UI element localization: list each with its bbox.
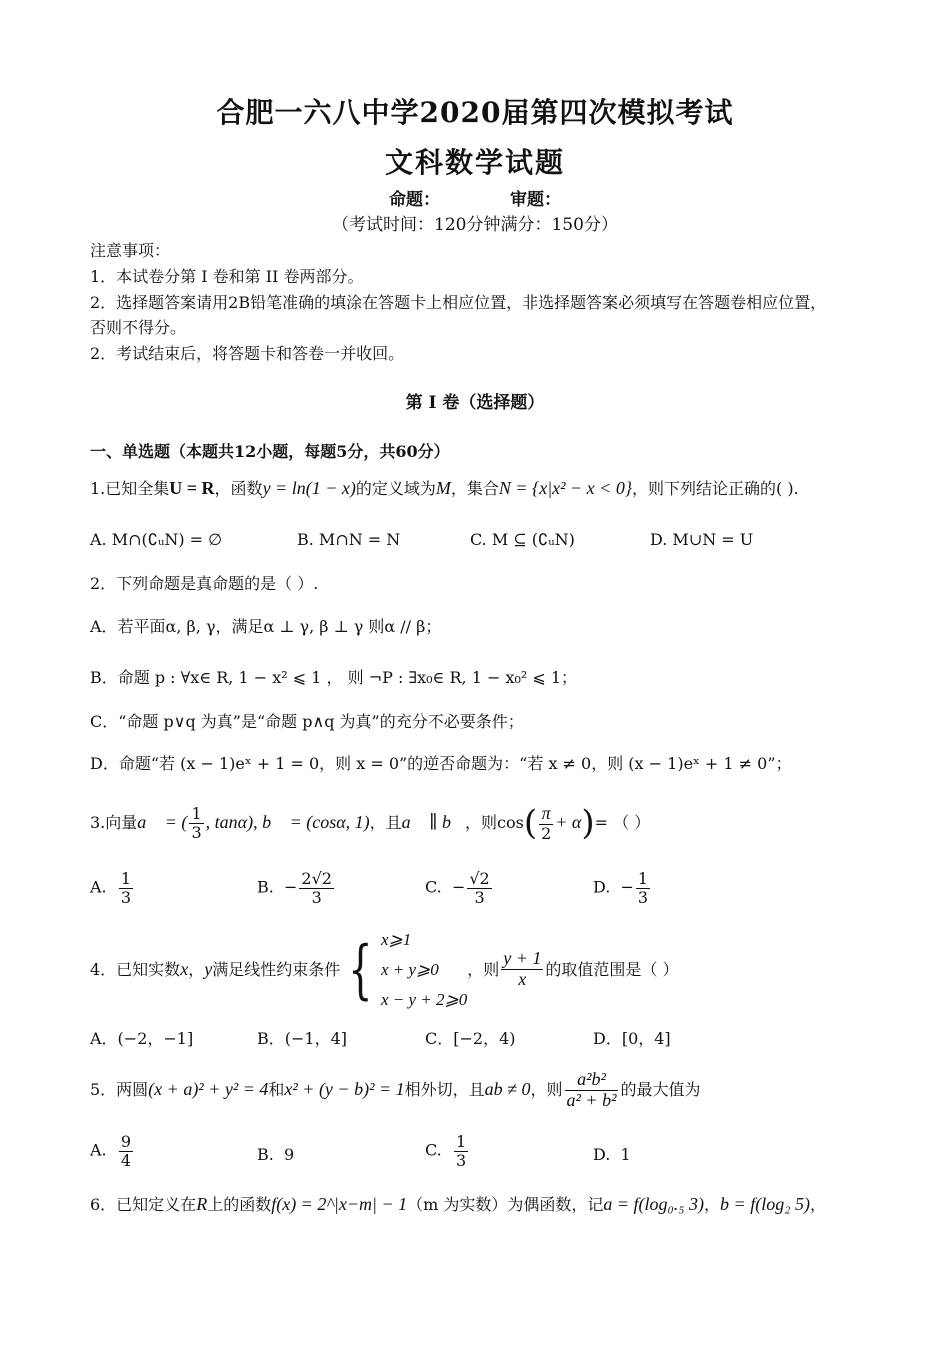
- option-fraction: [636, 870, 650, 906]
- q3-frac-num: 1: [191, 804, 202, 824]
- question-5: [90, 1070, 701, 1111]
- q4-text: 4．已知实数: [90, 960, 181, 980]
- q6-text: ，: [704, 1195, 721, 1214]
- q6-function: f(x) = 2^|x−m| − 1: [271, 1194, 408, 1214]
- option-fraction: [454, 1133, 468, 1169]
- q4-option-c: C．[−2，4): [425, 1029, 516, 1048]
- part-title: 第 I 卷（选择题）: [405, 393, 545, 413]
- q1-text: ，集合: [450, 479, 499, 498]
- frac-num: y + 1: [503, 948, 542, 969]
- q3-frac-den: 3: [191, 822, 202, 842]
- frac-num: 1: [637, 869, 649, 888]
- q1-option-d: D. M∪N = U: [650, 530, 754, 549]
- q1-universe: U = R: [169, 478, 215, 498]
- q5-text: 和: [268, 1079, 285, 1099]
- q4-x: x: [180, 958, 189, 979]
- q3-vector-b: , tanα), b⃗ = (cosα, 1): [205, 811, 370, 832]
- q6-text: 6．已知定义在: [90, 1195, 197, 1214]
- frac-den: 3: [311, 887, 322, 907]
- q1-text: 的定义域为: [355, 479, 436, 498]
- q1-option-b: B. M∩N = N: [297, 530, 401, 549]
- q6-text: ，: [809, 1195, 826, 1214]
- q3-text: ，且: [369, 812, 402, 832]
- option-label: C.: [425, 877, 442, 897]
- q3-text: ，则: [465, 812, 498, 832]
- q5-option-c: [425, 1133, 470, 1169]
- q5-fraction: [565, 1070, 619, 1111]
- question-1: [90, 478, 799, 500]
- section-heading: 一、单选题（本题共12小题，每题5分，共60分）: [90, 442, 450, 461]
- frac-num: 9: [120, 1132, 131, 1151]
- option-fraction: [119, 870, 133, 906]
- proposer-label: 命题：: [389, 190, 440, 210]
- author-line: [0, 190, 950, 210]
- reviewer-label: 审题：: [510, 190, 561, 210]
- q4-text: 满足线性约束条件: [212, 960, 341, 980]
- q4-y: y: [204, 958, 213, 979]
- note-item: 1．本试卷分第 I 卷和第 II 卷两部分。: [90, 267, 364, 286]
- q5-condition: ab ≠ 0: [484, 1078, 531, 1099]
- frac-den: 3: [120, 887, 131, 907]
- q4-option-d: D．[0，4]: [593, 1029, 671, 1048]
- q5-text: 5．两圆: [90, 1079, 149, 1099]
- q2-option-a: A．若平面α, β, γ，满足α ⊥ γ, β ⊥ γ 则α // β；: [90, 617, 442, 636]
- option-sign: −: [620, 877, 634, 897]
- q5-option-a: [90, 1133, 135, 1169]
- option-fraction: [299, 870, 334, 906]
- frac-den: x: [518, 969, 527, 990]
- q6-r: R: [196, 1194, 208, 1214]
- q4-constraints: [381, 925, 467, 1014]
- q1-function: y = ln(1 − x): [262, 478, 356, 498]
- left-brace: {: [348, 932, 373, 1007]
- frac-den: a² + b²: [566, 1089, 617, 1110]
- q1-text: ，函数: [214, 479, 263, 498]
- exam-subtitle: 文科数学试题: [384, 146, 565, 179]
- option-value: 1: [620, 1145, 631, 1164]
- q5-text: ，则: [530, 1079, 563, 1099]
- constraint: x⩾1: [380, 930, 412, 949]
- q4-text: ，则: [467, 960, 500, 980]
- q5-option-d: [593, 1145, 631, 1164]
- q6-a-def: a = f(log₀.₅ 3): [603, 1194, 705, 1214]
- q2-option-d: D．命题“若 (x − 1)eˣ + 1 = 0，则 x = 0”的逆否命题为：“若 x ≠ 0，则 (x − 1)eˣ + 1 ≠ 0”；: [90, 754, 792, 773]
- option-label: B.: [257, 877, 274, 897]
- exam-info: （考试时间：120分钟满分：150分）: [332, 215, 618, 235]
- option-fraction: [467, 870, 491, 906]
- q5-option-b: [257, 1145, 294, 1164]
- q6-b-def: b = f(log₂ 5): [720, 1194, 810, 1214]
- option-value: 9: [284, 1145, 295, 1164]
- q3-option-a: [90, 870, 135, 906]
- option-label: A.: [90, 1140, 107, 1160]
- q4-option-a: A．(−2，−1]: [90, 1029, 194, 1048]
- frac-den: 4: [120, 1150, 131, 1170]
- right-paren: ): [581, 803, 595, 843]
- q4-text: ，: [188, 960, 205, 980]
- option-label: D.: [593, 877, 611, 897]
- q3-tail: = （ ）: [594, 812, 651, 832]
- option-label: C.: [425, 1140, 442, 1160]
- exam-title: 合肥一六八中学2020届第四次模拟考试: [216, 96, 734, 129]
- constraint: x − y + 2⩾0: [380, 989, 468, 1009]
- frac-num: a²b²: [565, 1070, 619, 1091]
- q6-text: （m 为实数）为偶函数，记: [407, 1195, 604, 1214]
- note-item: 否则不得分。: [90, 318, 187, 337]
- notes-heading: 注意事项：: [90, 241, 171, 260]
- q1-set-m: M: [435, 478, 451, 498]
- q3-option-d: [593, 870, 652, 906]
- q5-text: 的最大值为: [620, 1079, 701, 1099]
- frac-den: 3: [455, 1150, 467, 1170]
- q3-parallel: a⃗ ∥ b⃗: [401, 811, 465, 832]
- q1-text: ，则下列结论正确的( ).: [632, 479, 799, 498]
- q2-option-c: C．“命题 p∨q 为真”是“命题 p∧q 为真”的充分不必要条件；: [90, 712, 524, 731]
- q3-cos: cos: [497, 812, 524, 832]
- left-paren: (: [523, 803, 538, 843]
- note-item: 2．选择题答案请用2B铅笔准确的填涂在答题卡上相应位置，非选择题答案必须填写在答题卷相应位置，: [90, 293, 827, 312]
- q3-fraction: [189, 805, 203, 841]
- question-3: [90, 803, 650, 844]
- option-fraction: [119, 1133, 133, 1169]
- frac-den: 3: [474, 887, 485, 907]
- q4-fraction: [501, 949, 543, 990]
- q3-vector-a: a⃗ = (: [137, 811, 188, 832]
- q4-text: 的取值范围是（ ）: [545, 960, 679, 980]
- frac-den: 3: [637, 887, 649, 907]
- q3-pi-fraction: [539, 804, 553, 842]
- q3-option-c: [425, 870, 494, 906]
- option-label: A.: [90, 877, 107, 897]
- q1-option-c: C. M ⊆ (∁ᵤN): [470, 530, 575, 549]
- question-2: 2．下列命题是真命题的是（ ）.: [90, 574, 319, 593]
- q1-text: 1.已知全集: [90, 479, 170, 498]
- frac-num: 1: [455, 1132, 467, 1151]
- option-label: B.: [257, 1145, 274, 1164]
- option-label: D.: [593, 1145, 611, 1164]
- q3-text: 3.向量: [90, 812, 138, 832]
- frac-num: √2: [469, 869, 490, 888]
- option-sign: −: [451, 877, 466, 897]
- q3-alpha: + α: [555, 811, 582, 832]
- q3-pi-den: 2: [541, 824, 552, 843]
- q6-text: 上的函数: [207, 1195, 272, 1214]
- q3-option-b: [257, 870, 336, 906]
- q2-option-b: B．命题 p : ∀x∈ R, 1 − x² ⩽ 1 ， 则 ¬P : ∃x₀∈ R, 1 − x₀² ⩽ 1；: [90, 668, 578, 687]
- question-6: [90, 1194, 826, 1216]
- q5-text: 相外切，且: [404, 1079, 485, 1099]
- q1-option-a: A. M∩(∁ᵤN) = ∅: [90, 530, 223, 549]
- constraint: x + y⩾0: [380, 959, 439, 979]
- q5-circle-2: x² + (y − b)² = 1: [284, 1078, 405, 1099]
- option-sign: −: [284, 877, 298, 897]
- q4-option-b: B．(−1，4]: [257, 1029, 348, 1048]
- q5-circle-1: (x + a)² + y² = 4: [148, 1078, 269, 1099]
- q1-set-n: N = {x|x² − x < 0}: [498, 478, 633, 498]
- question-4: [90, 925, 678, 1014]
- note-item: 2．考试结束后，将答题卡和答卷一并收回。: [90, 344, 405, 363]
- frac-num: 2√2: [301, 869, 332, 888]
- q3-pi-num: π: [539, 804, 553, 825]
- frac-num: 1: [120, 869, 131, 888]
